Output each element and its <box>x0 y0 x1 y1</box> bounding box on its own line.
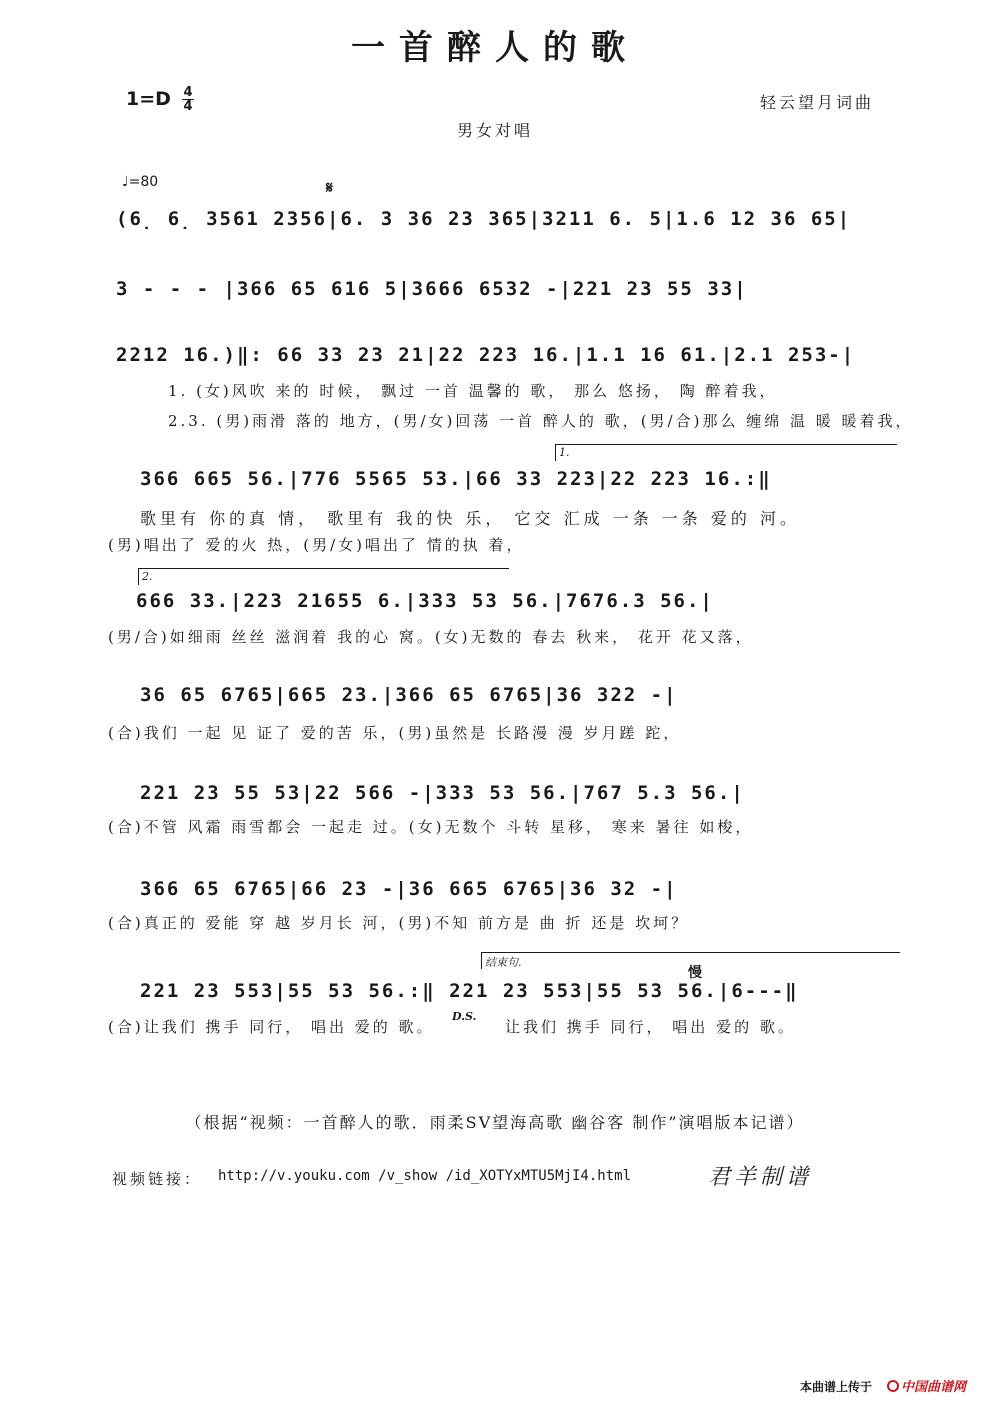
notation-row-1: (6̣ 6̣ 3561 2356|6. 3 36 23 365|3211 6. 5|1.6 12 36 65| <box>116 208 852 230</box>
site-logo[interactable] <box>887 1376 966 1395</box>
lyric-row-4-verse-2: (男)唱出了 爱的火 热，(男/女)唱出了 情的执 着， <box>108 536 525 554</box>
notation-row-8: 366 65 6765|66 23 -|36 665 6765|36 32 -| <box>140 878 678 900</box>
key-signature: 1=D <box>126 88 171 110</box>
lyric-row-8: (合)真正的 爱能 穿 越 岁月长 河，(男)不知 前方是 曲 折 还是 坎坷？ <box>108 914 690 932</box>
video-link-url[interactable]: http://v.youku.com /v_show /id_XOTYxMTU5MjI4.html <box>218 1168 632 1184</box>
lyric-row-3-verse-1: 1. (女)风吹 来的 时候， 飘过 一首 温馨的 歌， 那么 悠扬， 陶 醉着我， <box>168 382 778 400</box>
transcription-note: （根据“视频：一首醉人的歌．雨柔SV望海高歌 幽谷客 制作”演唱版本记谱） <box>185 1113 805 1132</box>
volta-first-ending: 1. <box>555 444 897 461</box>
lyric-row-9: (合)让我们 携手 同行， 唱出 爱的 歌。 <box>108 1018 435 1036</box>
logo-icon <box>887 1380 899 1392</box>
notation-row-9: 221 23 553|55 53 56.:‖ 221 23 553|55 53 56.|6---‖ <box>140 980 799 1002</box>
time-signature-bottom: 4 <box>183 99 193 114</box>
author-credit: 轻云望月词曲 <box>760 93 875 112</box>
ds-marking: D.S. <box>452 1010 477 1023</box>
transcriber-signature: 君羊制谱 <box>708 1165 813 1190</box>
notation-row-6: 36 65 6765|665 23.|366 65 6765|36 322 -| <box>140 684 678 706</box>
slow-marking: 慢 <box>688 965 702 981</box>
notation-row-2: 3 - - - |366 65 616 5|3666 6532 -|221 23 55 33| <box>116 278 748 300</box>
site-logo-text: 中国曲谱网 <box>901 1380 967 1395</box>
notation-row-5: 666 33.|223 21655 6.|333 53 56.|7676.3 56.| <box>136 590 714 612</box>
notation-row-4: 366 665 56.|776 5565 53.|66 33 223|22 223 16.:‖ <box>140 468 772 490</box>
time-signature-top: 4 <box>183 85 193 100</box>
ending-phrase-label: 结束句. <box>481 952 900 969</box>
lyric-row-6: (合)我们 一起 见 证了 爱的苦 乐，(男)虽然是 长路漫 漫 岁月蹉 跎， <box>108 724 682 742</box>
notation-row-3: 2212 16.)‖: 66 33 23 21|22 223 16.|1.1 16 61.|2.1 253-| <box>116 344 856 366</box>
time-signature <box>182 86 194 113</box>
tempo-marking: ♩=80 <box>122 174 159 190</box>
lyric-row-7: (合)不管 风霜 雨雪都会 一起走 过。(女)无数个 斗转 星移， 寒来 暑往 如梭， <box>108 818 754 836</box>
score-subtitle: 男女对唱 <box>456 121 533 140</box>
score-title: 一首醉人的歌 <box>351 28 639 68</box>
video-link-label: 视频链接： <box>112 1170 203 1188</box>
upload-credit: 本曲谱上传于 <box>800 1380 873 1394</box>
lyric-row-9-ending: 让我们 携手 同行， 唱出 爱的 歌。 <box>505 1018 796 1036</box>
notation-row-7: 221 23 55 53|22 566 -|333 53 56.|767 5.3 56.| <box>140 782 745 804</box>
volta-second-ending: 2. <box>138 568 509 585</box>
lyric-row-3-verse-2: 2.3. (男)雨滑 落的 地方，(男/女)回荡 一首 醉人的 歌，(男/合)那么 缠绵 温 暖 暖着我， <box>168 412 914 430</box>
lyric-row-4-verse-1: 歌里有 你的真 情， 歌里有 我的快 乐， 它交 汇成 一条 一条 爱的 河。 <box>140 509 800 528</box>
segno-sign: 𝄋 <box>326 178 333 197</box>
lyric-row-5: (男/合)如细雨 丝丝 滋润着 我的心 窝。(女)无数的 春去 秋来， 花开 花又落， <box>108 628 754 646</box>
